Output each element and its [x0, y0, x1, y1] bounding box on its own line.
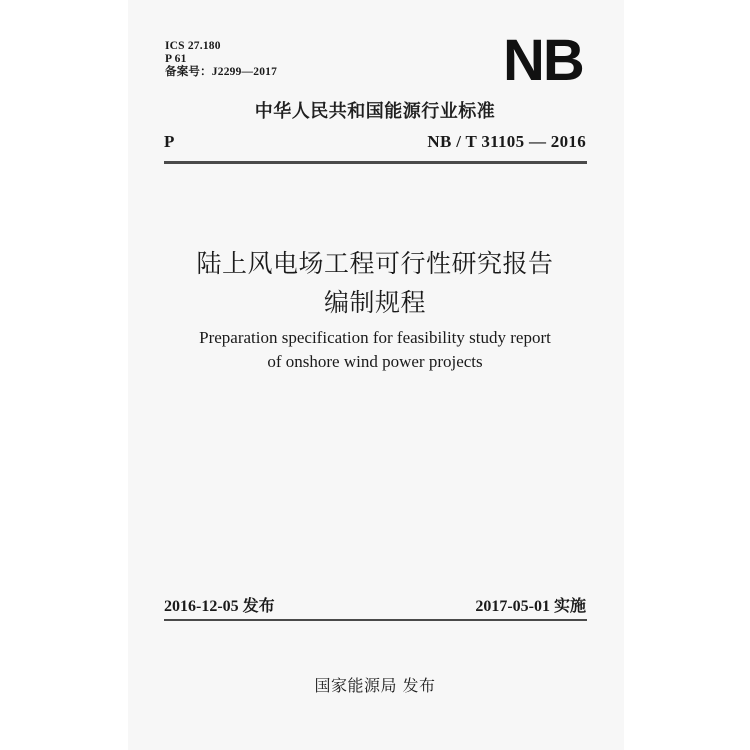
title-en-line1: Preparation specification for feasibility study report: [199, 328, 551, 347]
issuer-title: 中华人民共和国能源行业标准: [254, 101, 496, 122]
publisher: 国家能源局 发布: [314, 676, 436, 695]
footer-divider: [164, 619, 587, 621]
implementation-date: 2017-05-01 实施: [475, 598, 586, 615]
header-divider: [164, 161, 587, 164]
classification-letter: P: [164, 132, 175, 151]
ics-code: ICS 27.180: [165, 40, 221, 52]
record-number: 备案号：J2299—2017: [165, 66, 278, 78]
standard-number: NB / T 31105 — 2016: [427, 132, 586, 151]
title-zh-line1: 陆上风电场工程可行性研究报告: [196, 249, 554, 278]
title-zh-line2: 编制规程: [323, 288, 426, 317]
title-en-line2: of onshore wind power projects: [267, 352, 483, 371]
ccs-code: P 61: [165, 53, 187, 65]
nb-logo: NB: [503, 28, 583, 93]
issue-date: 2016-12-05 发布: [164, 598, 275, 615]
